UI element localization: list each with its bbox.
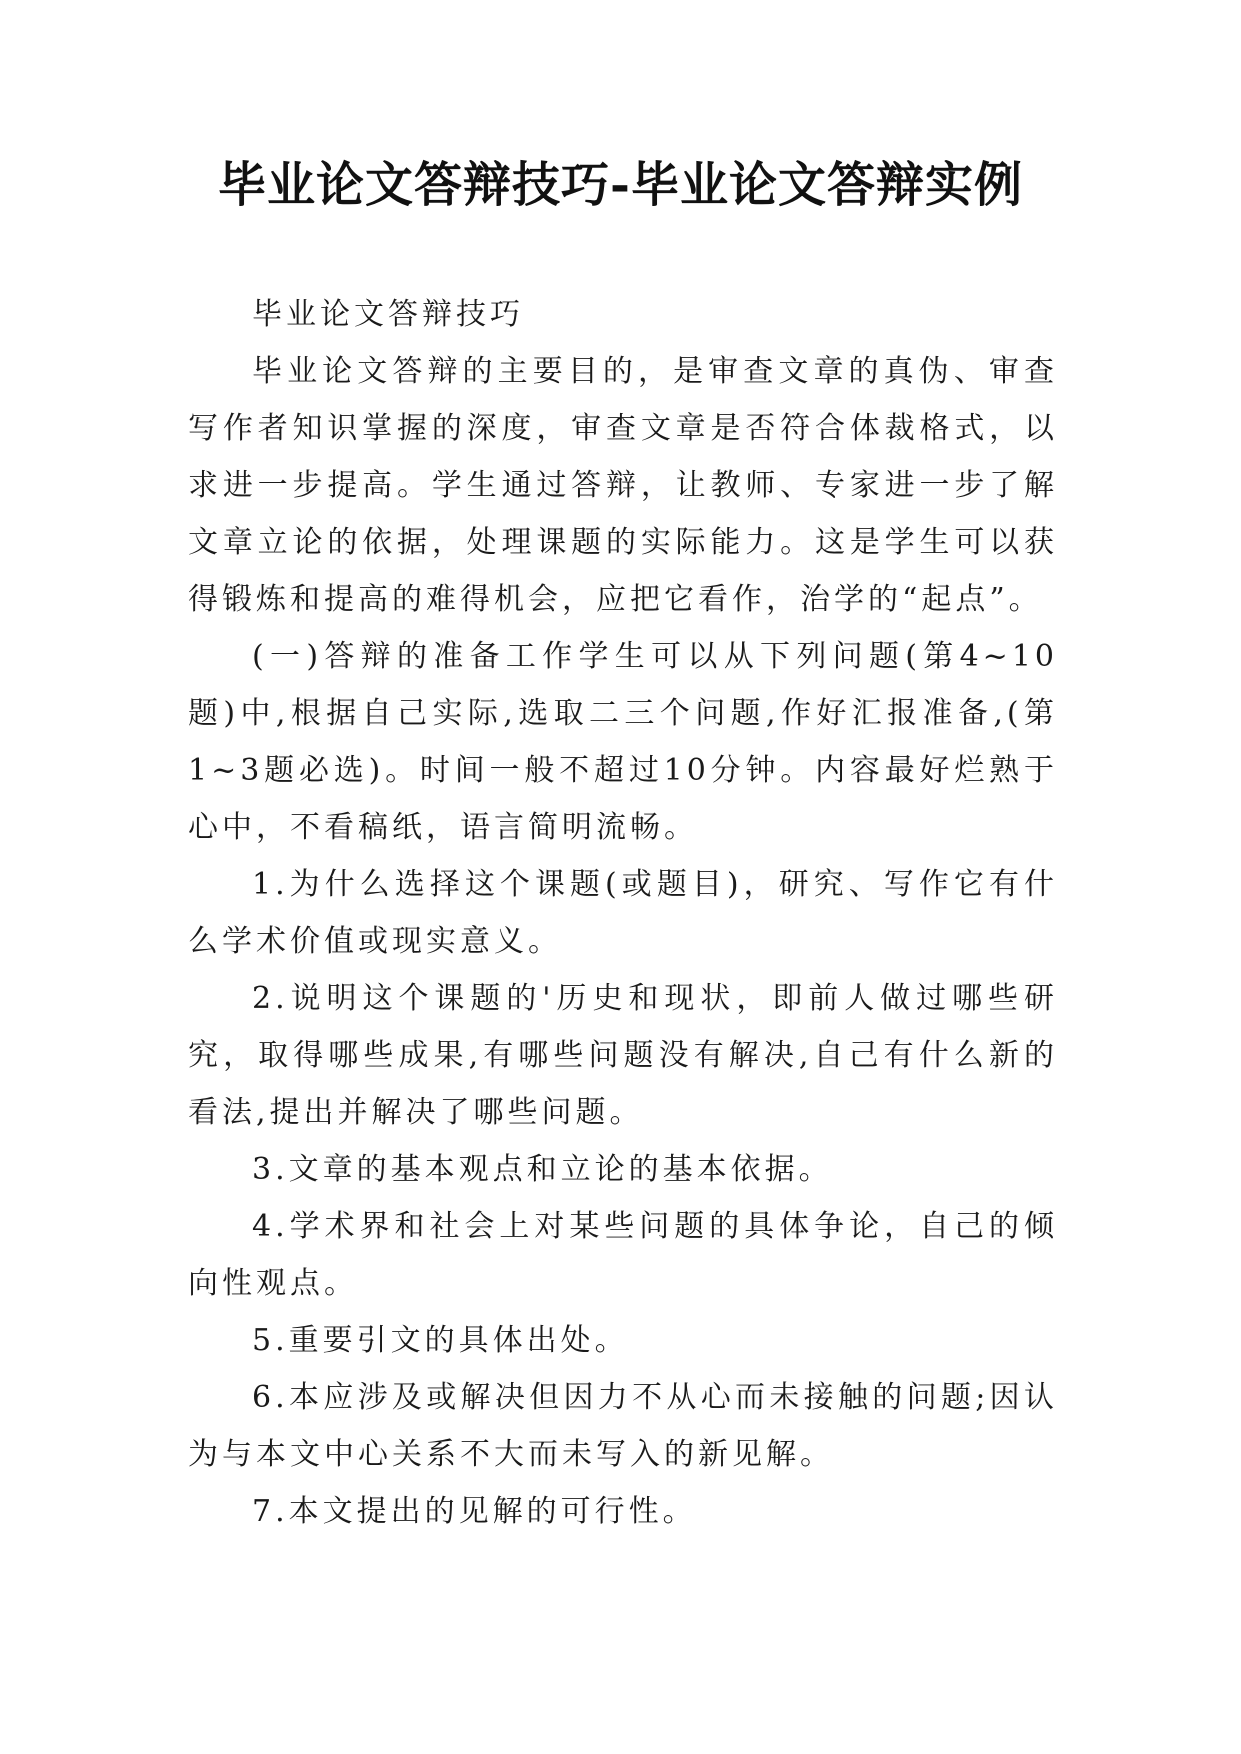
list-item-4: 4.学术界和社会上对某些问题的具体争论，自己的倾向性观点。: [188, 1209, 1058, 1301]
document-body: [188, 286, 1058, 1540]
section-heading: 毕业论文答辩技巧: [252, 297, 524, 332]
document-title: 毕业论文答辩技巧-毕业论文答辩实例: [218, 157, 1023, 213]
list-item-1: 1.为什么选择这个课题(或题目)，研究、写作它有什么学术价值或现实意义。: [188, 867, 1058, 959]
paragraph-purpose: 毕业论文答辩的主要目的，是审查文章的真伪、审查写作者知识掌握的深度，审查文章是否符合体裁格式，以求进一步提高。学生通过答辩，让教师、专家进一步了解文章立论的依据，处理课题的实际能力。这是学生可以获得锻炼和提高的难得机会，应把它看作，治学的“起点”。: [188, 354, 1058, 617]
list-item-3: 3.文章的基本观点和立论的基本依据。: [252, 1152, 833, 1187]
list-item-7: 7.本文提出的见解的可行性。: [252, 1494, 697, 1529]
list-item-2: 2.说明这个课题的'历史和现状，即前人做过哪些研究，取得哪些成果,有哪些问题没有解决,自己有什么新的看法,提出并解决了哪些问题。: [188, 981, 1058, 1130]
paragraph-preparation: (一)答辩的准备工作学生可以从下列问题(第4~10题)中,根据自己实际,选取二三个问题,作好汇报准备,(第1~3题必选)。时间一般不超过10分钟。内容最好烂熟于心中，不看稿纸，语言简明流畅。: [188, 639, 1058, 845]
list-item-6: 6.本应涉及或解决但因力不从心而未接触的问题;因认为与本文中心关系不大而未写入的新见解。: [188, 1380, 1058, 1472]
list-item-5: 5.重要引文的具体出处。: [252, 1323, 629, 1358]
